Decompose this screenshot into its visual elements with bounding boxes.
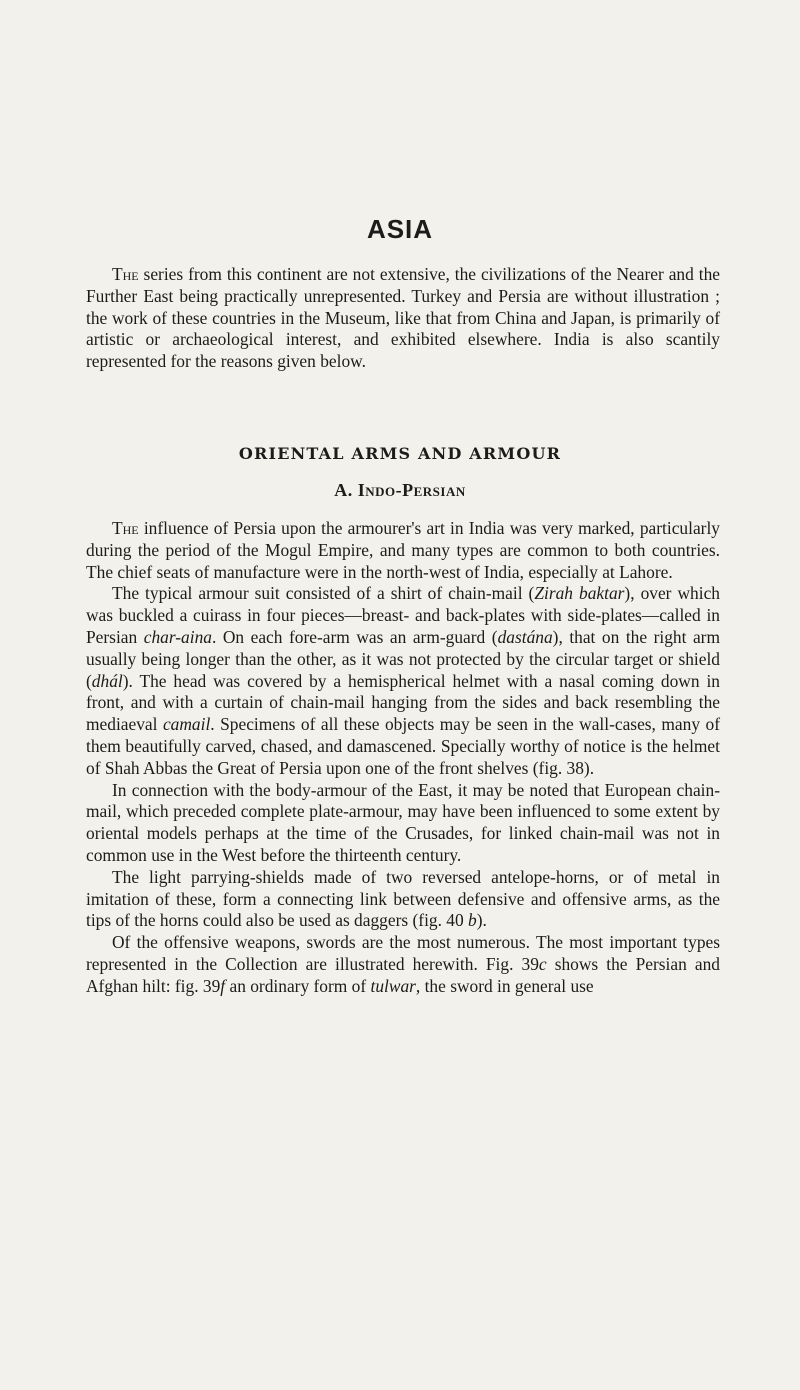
intro-text: series from this continent are not extensive, the civilizations of the Nearer and the Further East being practically unrepresented. Turkey and Persia are without illustration ; the work of these countries in the Museum, like that from China and Japan, is primarily of artistic or archaeological interest, and exhibited elsewhere. India is also scantily represented for the reasons given below.	[86, 264, 720, 372]
paragraph-3: In connection with the body-armour of the East, it may be noted that European chain-mail, which preceded complete plate-armour, may have been influenced to some extent by oriental models perhaps at the time of the Crusades, for linked chain-mail was not in common use in the West before the thirteenth century.	[86, 779, 720, 865]
subsection-title: Indo-Persian	[357, 480, 466, 500]
p2-term-char-aina: char-aina	[143, 626, 212, 647]
p5-fig-letter-f: f	[220, 975, 226, 996]
p2-term-dastana: dastána	[497, 626, 553, 647]
p4-fig-letter: b	[468, 910, 477, 931]
p2-term-camail: camail	[162, 714, 211, 735]
p5-text-1: Of the offensive weapons, swords are the most numerous. The most important types represented in the Collection are illustrated herewith. Fig. 39	[86, 932, 720, 974]
p2-text-5: ). The head was covered by a hemispherical helmet with a nasal coming down in front, and with a curtain of chain-mail hanging from the sides and back resembling the mediaeval	[86, 670, 720, 735]
p2-term-dhal: dhál	[91, 670, 123, 691]
p1-lead-word: The	[112, 518, 139, 538]
p2-term-zirah-baktar: Zirah baktar	[534, 583, 625, 604]
p2-text-2: ), over which was buckled a cuirass in four pieces—breast- and back-plates with side-plates—called in Persian	[86, 583, 720, 647]
body-text	[86, 518, 720, 998]
paragraph-1	[86, 518, 720, 583]
subsection-letter: A.	[334, 480, 353, 500]
p2-text-4: ), that on the right arm usually being longer than the other, as it was not protected by the circular target or shield (	[86, 626, 720, 691]
paragraph-5	[86, 932, 720, 997]
p1-text: influence of Persia upon the armourer's art in India was very marked, particularly during the period of the Mogul Empire, and many types are common to both countries. The chief seats of manufacture were in the north-west of India, especially at Lahore.	[86, 518, 720, 582]
p5-text-2: shows the Persian and Afghan hilt: fig. 39	[86, 953, 720, 996]
intro-paragraph	[86, 264, 720, 373]
p2-text-1: The typical armour suit consisted of a shirt of chain-mail (	[112, 583, 535, 604]
p4-text-1: The light parrying-shields made of two reversed antelope-horns, or of metal in imitation of these, form a connecting link between defensive and offensive arms, as the tips of the horns could also be used as daggers (fig. 40	[86, 866, 720, 931]
p5-text-3: an ordinary form of	[225, 975, 371, 996]
p5-text-4: , the sword in general use	[415, 975, 594, 996]
paragraph-4	[86, 867, 720, 932]
page-title: ASIA	[366, 214, 434, 244]
p2-text-3: . On each fore-arm was an arm-guard (	[211, 626, 498, 647]
p5-fig-letter-c: c	[538, 953, 547, 974]
p2-text-6: . Specimens of all these objects may be seen in the wall-cases, many of them beautifully carved, chased, and damascened. Specially worthy of notice is the helmet of Shah Abbas the Great of Persia upon one of the front shelves (fig. 38).	[86, 714, 720, 778]
p5-term-tulwar: tulwar	[370, 975, 416, 996]
subsection-heading	[0, 480, 800, 501]
paragraph-2	[86, 583, 720, 779]
section-heading: ORIENTAL ARMS AND ARMOUR	[238, 444, 562, 463]
p4-text-2: ).	[476, 910, 487, 931]
intro-lead-word: The	[112, 264, 139, 284]
